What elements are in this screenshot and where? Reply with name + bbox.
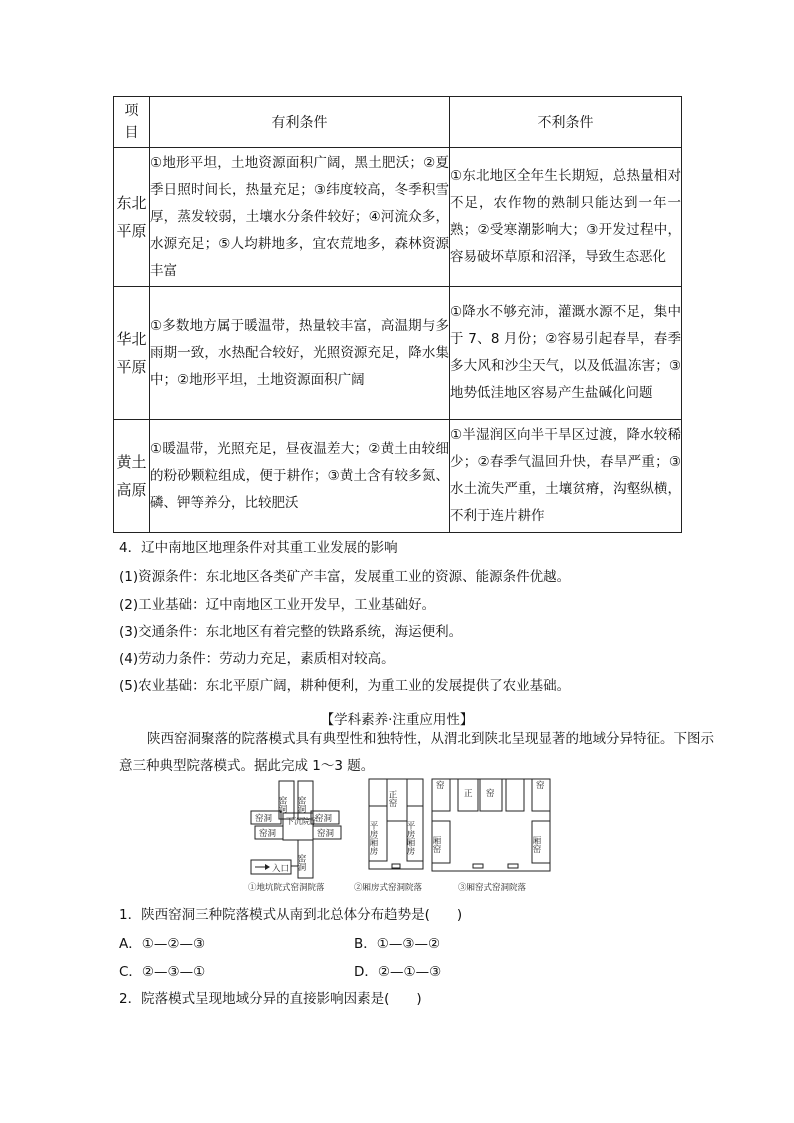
- table-header-row: [114, 97, 682, 148]
- yao-label-2: 窑: [486, 789, 495, 799]
- question-2-stem: 2．院落模式呈现地域分异的直接影响因素是( ): [119, 991, 422, 1007]
- yao-label-3: 窑: [536, 781, 545, 791]
- literacy-title: 【学科素养·注重应用性】: [320, 712, 474, 728]
- section4-item: (5)农业基础：东北平原广阔，耕种便利，为重工业的发展提供了农业基础。: [119, 678, 571, 694]
- literacy-intro: 陕西窑洞聚落的院落模式具有典型性和独特性，从渭北到陕北呈现显著的地域分异特征。下图示意三种典型院落模式。据此完成 1～3 题。: [119, 731, 714, 774]
- yaodong-label-2: 窑洞: [296, 796, 306, 813]
- pingfang-right-label: 平房厢房: [405, 821, 415, 855]
- pingfang-left-label: 平房厢房: [368, 821, 378, 855]
- yaodong-label-3: 窑洞: [255, 814, 273, 824]
- header-item: 项目: [114, 97, 150, 148]
- figure-caption-2: ②厢房式窑洞院落: [354, 883, 423, 893]
- region-cell: 华北平原: [114, 287, 150, 420]
- section4-item: (4)劳动力条件：劳动力充足，素质相对较高。: [119, 651, 395, 667]
- unfavorable-cell: ①降水不够充沛，灌溉水源不足，集中于 7、8 月份；②容易引起春旱，春季多大风和沙尘天气，以及低温冻害；③地势低洼地区容易产生盐碱化问题: [450, 287, 682, 420]
- table-row: [114, 148, 682, 287]
- table-row: [114, 287, 682, 420]
- section4-item: (2)工业基础：辽中南地区工业开发早，工业基础好。: [119, 597, 436, 613]
- figure-caption-3: ③厢窑式窑洞院落: [458, 883, 527, 893]
- zheng-label: 正: [464, 789, 473, 799]
- yaodong-label-1: 窑洞: [277, 796, 287, 813]
- section4-title: 4．辽中南地区地理条件对其重工业发展的影响: [119, 540, 398, 556]
- option-d[interactable]: D．②—①—③: [354, 964, 442, 980]
- option-c[interactable]: C．②—③—①: [119, 964, 206, 980]
- figure-caption-1: ①地坑院式窑洞院落: [248, 883, 325, 893]
- question-1-stem: 1．陕西窑洞三种院落模式从南到北总体分布趋势是( ): [119, 907, 463, 923]
- yao-label-1: 窑: [436, 781, 445, 791]
- header-unfavorable: 不利条件: [450, 97, 682, 148]
- courtyard-label: 下沉院子: [286, 817, 318, 826]
- unfavorable-cell: ①东北地区全年生长期短，总热量相对不足，农作物的熟制只能达到一年一熟；②受寒潮影响大；③开发过程中，容易破坏草原和沼泽，导致生态恶化: [450, 148, 682, 287]
- favorable-cell: ①多数地方属于暖温带，热量较丰富，高温期与多雨期一致，水热配合较好，光照资源充足，降水集中；②地形平坦，土地资源面积广阔: [150, 287, 450, 420]
- courtyard-figure: [246, 776, 556, 896]
- table-row: [114, 420, 682, 533]
- yaodong-label-5: 窑洞: [315, 814, 333, 824]
- xiangyao-left-label: 厢窑: [431, 836, 441, 853]
- unfavorable-cell: ①半湿润区向半干旱区过渡，降水较稀少；②春季气温回升快，春旱严重；③水土流失严重，土壤贫瘠，沟壑纵横，不利于连片耕作: [450, 420, 682, 533]
- section4-item: (3)交通条件：东北地区有着完整的铁路系统，海运便利。: [119, 624, 463, 640]
- entrance-label: 入口: [272, 864, 290, 874]
- section4-item: (1)资源条件：东北地区各类矿产丰富，发展重工业的资源、能源条件优越。: [119, 569, 571, 585]
- yaodong-label-4: 窑洞: [259, 829, 277, 839]
- region-cell: 黄土高原: [114, 420, 150, 533]
- xiangyao-right-label: 厢窑: [531, 836, 541, 853]
- agriculture-conditions-table: [113, 96, 682, 533]
- favorable-cell: ①暖温带，光照充足，昼夜温差大；②黄土由较细的粉砂颗粒组成，便于耕作；③黄土含有较多氮、磷、钾等养分，比较肥沃: [150, 420, 450, 533]
- yaodong-label-6: 窑洞: [317, 829, 335, 839]
- header-favorable: 有利条件: [150, 97, 450, 148]
- option-a[interactable]: A．①—②—③: [119, 936, 206, 952]
- option-b[interactable]: B．①—③—②: [354, 936, 441, 952]
- entrance-arrow: [255, 864, 270, 870]
- zhengyao-label: 正窑: [387, 790, 397, 807]
- yaodong-label-7: 窑洞: [296, 854, 306, 871]
- favorable-cell: ①地形平坦，土地资源面积广阔，黑土肥沃；②夏季日照时间长，热量充足；③纬度较高，冬季积雪厚，蒸发较弱，土壤水分条件较好；④河流众多，水源充足；⑤人均耕地多，宜农荒地多，森林资源丰富: [150, 148, 450, 287]
- region-cell: 东北平原: [114, 148, 150, 287]
